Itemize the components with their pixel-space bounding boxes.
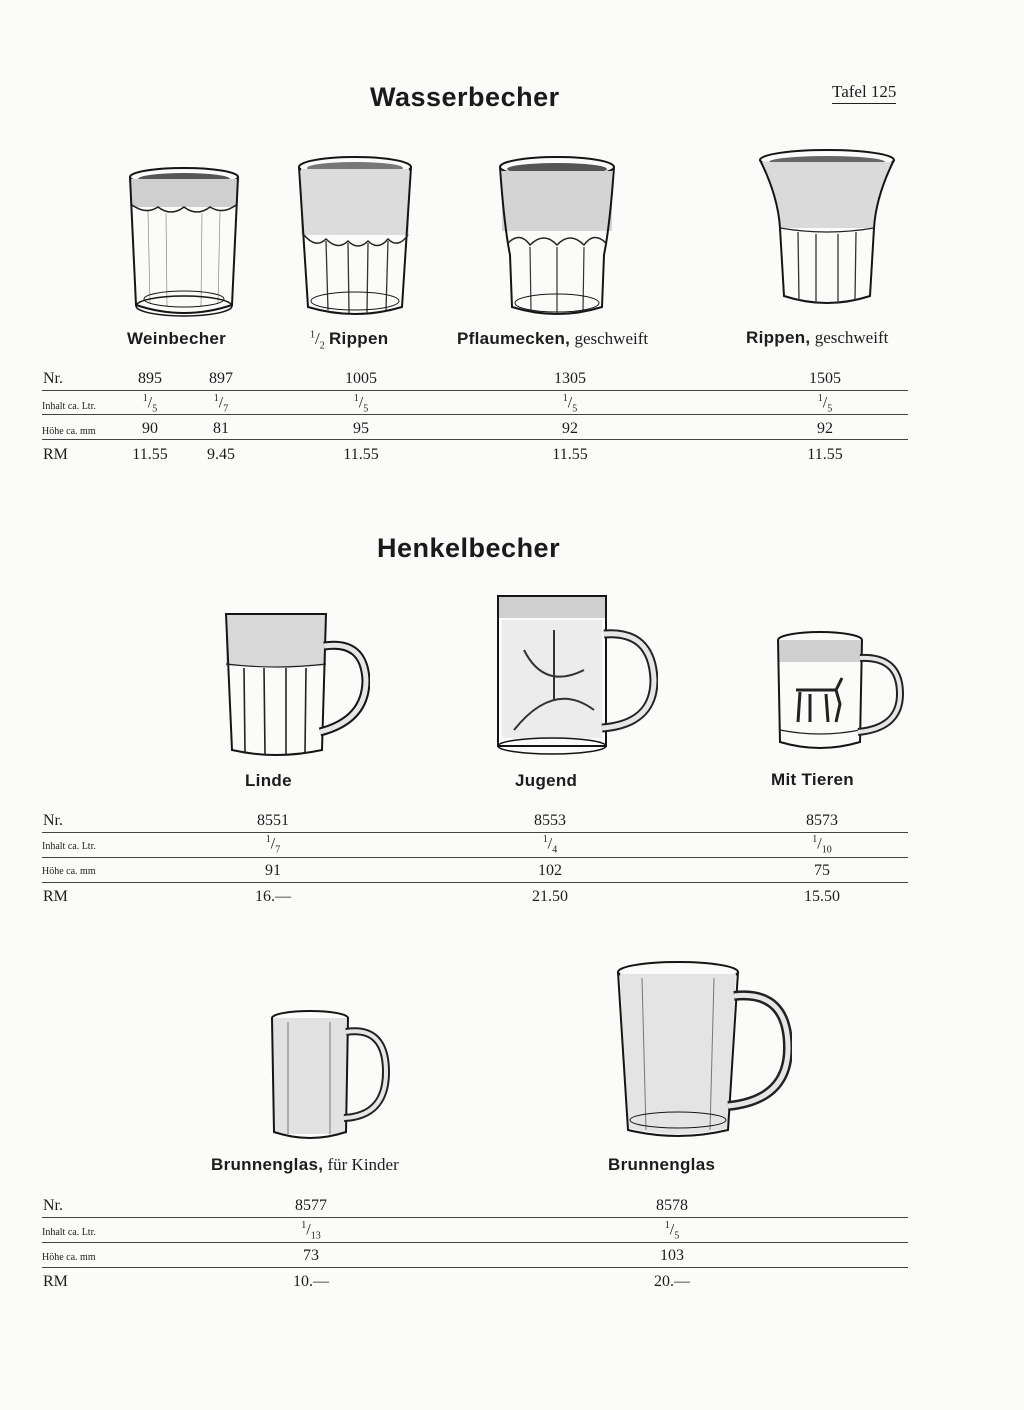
pflaumecken-illustration [498, 155, 616, 320]
cell-hoehe: 95 [353, 420, 369, 437]
cell-hoehe: 92 [562, 420, 578, 437]
row-label-nr: Nr. [43, 1197, 63, 1214]
row-label-nr: Nr. [43, 370, 63, 387]
rippen-geschweift-illustration [758, 148, 896, 308]
cell-inhalt: $^1/_5$ [664, 1220, 680, 1242]
cell-rm: 15.50 [804, 888, 840, 905]
cell-nr: 8578 [656, 1197, 688, 1214]
caption-brunnenglas-kinder: Brunnenglas, für Kinder [211, 1155, 399, 1174]
table-rule [42, 882, 908, 883]
linde-illustration [224, 610, 370, 762]
cell-hoehe: 81 [213, 420, 229, 437]
cell-nr: 8551 [257, 812, 289, 829]
cell-hoehe: 75 [814, 862, 830, 879]
cell-nr: 8573 [806, 812, 838, 829]
row-label-rm: RM [43, 1273, 68, 1290]
cell-hoehe: 90 [142, 420, 158, 437]
cell-inhalt: $^1/_7$ [265, 834, 281, 856]
caption-mit-tieren: Mit Tieren [771, 770, 854, 789]
cell-inhalt: $^1/_5$ [142, 393, 158, 415]
cell-inhalt: $^1/_{13}$ [301, 1220, 321, 1242]
cell-nr: 895 [138, 370, 162, 387]
cell-rm: 20.— [654, 1273, 690, 1290]
cell-hoehe: 73 [303, 1247, 319, 1264]
brunnenglas-kinder-illustration [270, 1008, 392, 1146]
cell-nr: 1505 [809, 370, 841, 387]
cell-rm: 11.55 [807, 446, 843, 463]
caption-weinbecher: Weinbecher [127, 329, 227, 348]
row-label-inhalt: Inhalt ca. Ltr. [42, 841, 96, 852]
table-rule [42, 439, 908, 440]
row-label-nr: Nr. [43, 812, 63, 829]
cell-inhalt: $^1/_{10}$ [812, 834, 832, 856]
cell-nr: 1005 [345, 370, 377, 387]
row-label-hoehe: Höhe ca. mm [42, 426, 96, 437]
cell-nr: 897 [209, 370, 233, 387]
cell-hoehe: 103 [660, 1247, 684, 1264]
cell-hoehe: 92 [817, 420, 833, 437]
mit-tieren-illustration [776, 630, 906, 758]
caption-jugend: Jugend [515, 771, 578, 790]
halb-rippen-illustration [296, 155, 414, 320]
table-rule [42, 857, 908, 858]
row-label-rm: RM [43, 888, 68, 905]
section-title-henkelbecher: Henkelbecher [377, 533, 561, 563]
cell-rm: 9.45 [207, 446, 235, 463]
plate-number: Tafel 125 [832, 82, 896, 104]
cell-nr: 8577 [295, 1197, 327, 1214]
cell-rm: 11.55 [343, 446, 379, 463]
table-rule [42, 390, 908, 391]
caption-pflaumecken: Pflaumecken, geschweift [457, 329, 649, 348]
page-title: Wasserbecher [370, 82, 560, 112]
cell-inhalt: $^1/_5$ [562, 393, 578, 415]
weinbecher-illustration [128, 165, 240, 320]
cell-nr: 8553 [534, 812, 566, 829]
row-label-rm: RM [43, 446, 68, 463]
cell-rm: 21.50 [532, 888, 568, 905]
cell-inhalt: $^1/_7$ [213, 393, 229, 415]
cell-hoehe: 102 [538, 862, 562, 879]
table-rule [42, 1242, 908, 1243]
cell-rm: 11.55 [132, 446, 168, 463]
cell-nr: 1305 [554, 370, 586, 387]
caption-halb-rippen: $^1/_2$ Rippen [310, 329, 389, 352]
cell-inhalt: $^1/_4$ [542, 834, 558, 856]
caption-rippen-geschweift: Rippen, geschweift [746, 328, 889, 347]
caption-linde: Linde [245, 771, 292, 790]
row-label-hoehe: Höhe ca. mm [42, 866, 96, 877]
row-label-hoehe: Höhe ca. mm [42, 1252, 96, 1263]
cell-hoehe: 91 [265, 862, 281, 879]
cell-rm: 10.— [293, 1273, 329, 1290]
cell-rm: 16.— [255, 888, 291, 905]
table-rule [42, 1267, 908, 1268]
row-label-inhalt: Inhalt ca. Ltr. [42, 1227, 96, 1238]
table-rule [42, 832, 908, 833]
table-rule [42, 414, 908, 415]
brunnenglas-illustration [614, 960, 792, 1144]
jugend-illustration [494, 590, 658, 758]
caption-brunnenglas: Brunnenglas [608, 1155, 716, 1174]
cell-inhalt: $^1/_5$ [817, 393, 833, 415]
cell-rm: 11.55 [552, 446, 588, 463]
table-rule [42, 1217, 908, 1218]
cell-inhalt: $^1/_5$ [353, 393, 369, 415]
row-label-inhalt: Inhalt ca. Ltr. [42, 401, 96, 412]
